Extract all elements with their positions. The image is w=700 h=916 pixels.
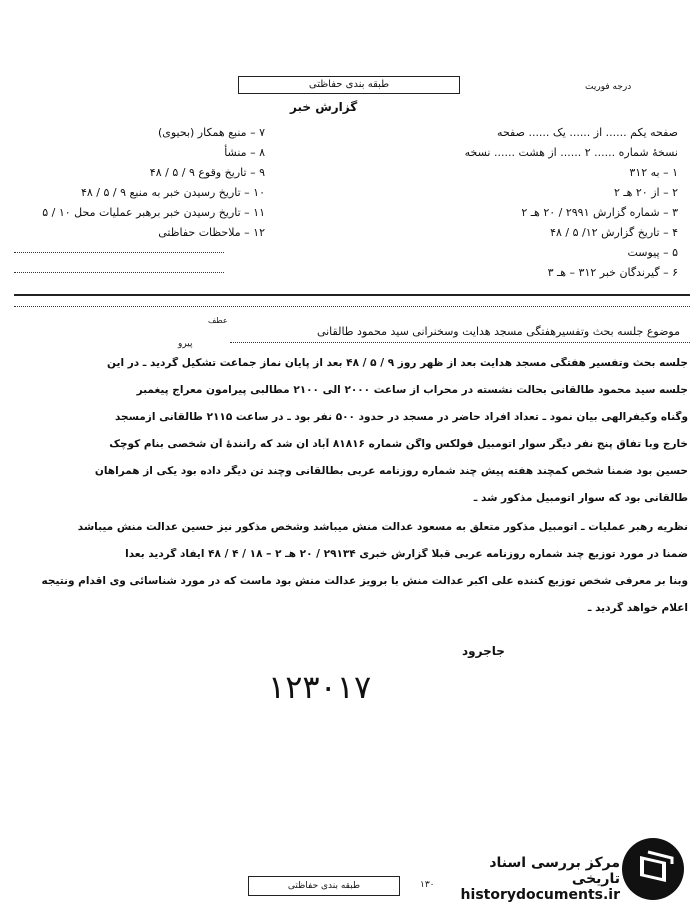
subject-note: عطف <box>208 316 228 325</box>
classification-box-top: طبقه بندی حفاظتی <box>238 76 460 94</box>
header-separator-dotted <box>14 306 690 307</box>
watermark-line2: historydocuments.ir <box>460 887 620 903</box>
field-page: صفحه یکم ...... از ...... یک ...... صفحه <box>497 126 678 139</box>
watermark-line1: مرکز بررسی اسناد تاریخی <box>489 855 620 887</box>
field-origin: ۸ – منشأ <box>224 146 265 159</box>
analysis-line: اعلام خواهد گردید ـ <box>587 602 688 614</box>
subject-note-prev: پیرو <box>178 339 193 349</box>
field-source-date: ۱۰ – تاریخ رسیدن خبر به منبع ۹ / ۵ / ۴۸ <box>80 186 265 199</box>
body-line: جلسه سید محمود طالقانی بحالت نشسته در محراب از ساعت ۲۰۰۰ الی ۲۱۰۰ مطالبی پیرامون معراج پیغمبر <box>136 384 688 396</box>
urgency-label: درجه فوریت <box>585 82 632 92</box>
body-line: جلسه بحث وتفسیر هفتگی مسجد هدایت بعد از ظهر روز ۹ / ۵ / ۴۸ بعد از پایان نماز جماعت تشکیل گردید ـ در این <box>107 357 688 369</box>
analysis-line: وبنا بر معرفی شخص توزیع کننده علی اکبر عدالت منش با برویز عدالت منش بود ماست که در مورد شناسائی وی اقدام ونتیجه <box>41 575 688 587</box>
body-line: طالقانی بود که سوار اتومبیل مذکور شد ـ <box>473 492 688 504</box>
body-line: وگناه وکیفرالهی بیان نمود ـ تعداد افراد حاضر در مسجد در حدود ۵۰۰ نفر بود ـ در ساعت ۲۱۱۵ طالقانی ازمسجد <box>114 411 688 423</box>
body-line: حسین بود ضمنا شخص کمچند هفته پیش چند شماره روزنامه عربی بطالقانی وچند تن دیگر داده بود یکی از همراهان <box>94 465 688 477</box>
watermark-text <box>440 855 620 903</box>
page-number: ۱۳۰ <box>420 880 435 890</box>
blank-line <box>14 272 224 273</box>
field-attachment: ۵ – پیوست <box>627 246 678 259</box>
report-title: گزارش خبر <box>290 100 358 114</box>
archive-logo-icon <box>622 838 684 900</box>
archive-logo-icon-svg <box>622 838 684 900</box>
analysis-line: نظریه رهبر عملیات ـ اتومبیل مذکور متعلق به مسعود عدالت منش میباشد وشخص مذکور نیز حسین عدالت منش میباشد <box>77 521 688 533</box>
subject-line: موضوع جلسه بحث وتفسیرهفتگی مسجد هدایت وسخنرانی سید محمود طالقانی <box>316 325 680 338</box>
field-event-date: ۹ – تاریخ وقوع ۹ / ۵ / ۴۸ <box>149 166 265 179</box>
field-report-date: ۴ – تاریخ گزارش ۱۲/ ۵ / ۴۸ <box>550 226 678 239</box>
field-from: ۲ – از ۲۰ هـ ۲ <box>613 186 678 199</box>
blank-line <box>14 252 224 253</box>
field-security-notes: ۱۲ – ملاحظات حفاظتی <box>158 226 265 239</box>
header-separator <box>14 294 690 296</box>
field-local-date: ۱۱ – تاریخ رسیدن خبر برهبر عملیات محل ۱۰ / ۵ <box>42 206 265 219</box>
field-copy: نسخهٔ شماره ...... ۲ ...... از هشت ...... نسخه <box>464 146 678 159</box>
handwritten-file-number: ۱۲۳۰۱۷ <box>268 668 372 706</box>
field-source: ۷ – منبع همکار (بحیوی) <box>157 126 265 139</box>
field-recipients: ۶ – گیرندگان خبر ۳۱۲ – هـ ۳ <box>547 266 678 279</box>
analysis-line: ضمنا در مورد توزیع چند شماره روزنامه عربی قبلا گزارش خبری ۲۹۱۳۴ / ۲۰ هـ ۲ – ۱۸ / ۴ / ۴۸ ایفاد گردید بعدا <box>125 548 688 560</box>
classification-box-bottom: طبقه بندی حفاظتی <box>248 876 400 896</box>
body-line: خارج وبا تفاق پنج نفر دیگر سوار اتومبیل فولکس واگن شماره ۸۱۸۱۶ آباد ان شد که رانندهٔ آن شخصی بنام کوچک <box>109 438 688 450</box>
field-report-number: ۳ – شماره گزارش ۲۹۹۱ / ۲۰ هـ ۲ <box>521 206 678 219</box>
field-to: ۱ – به ۳۱۲ <box>629 166 678 179</box>
subject-underline <box>230 342 690 343</box>
signature-location: جاجرود <box>462 644 505 658</box>
